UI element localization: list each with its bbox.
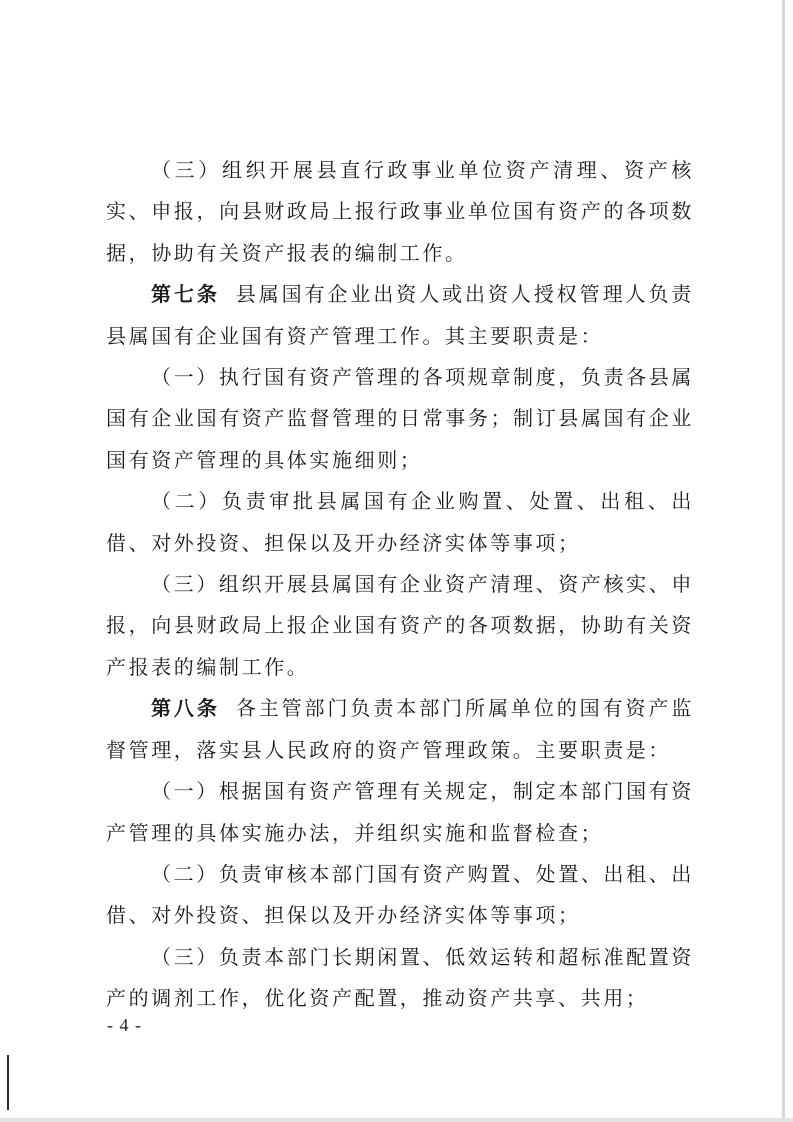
paragraph-8-1 — [106, 771, 694, 854]
paragraph-8-3 — [106, 937, 694, 1020]
page-number: - 4 - — [107, 1015, 142, 1035]
scan-edge-mark — [7, 1055, 9, 1110]
paragraph-6-3 — [106, 150, 694, 274]
scan-bottom-shadow — [0, 1118, 793, 1122]
article-heading: 第七条 — [151, 282, 220, 307]
paragraph-7-2 — [106, 481, 694, 564]
paragraph-text: （一）根据国有资产管理有关规定，制定本部门国有资产管理的具体实施办法，并组织实施和监督检查； — [106, 779, 694, 845]
paragraph-article-7 — [106, 274, 694, 357]
paragraph-7-1 — [106, 357, 694, 481]
paragraph-text: （一）执行国有资产管理的各项规章制度，负责各县属国有企业国有资产监督管理的日常事务；制订县属国有企业国有资产管理的具体实施细则； — [106, 365, 694, 472]
paragraph-text: （三）组织开展县属国有企业资产清理、资产核实、申报，向县财政局上报企业国有资产的各项数据，协助有关资产报表的编制工作。 — [106, 572, 694, 679]
article-heading: 第八条 — [151, 696, 220, 721]
paragraph-article-8 — [106, 688, 694, 771]
paragraph-7-3 — [106, 564, 694, 688]
paragraph-text: （二）负责审批县属国有企业购置、处置、出租、出借、对外投资、担保以及开办经济实体等事项； — [106, 489, 694, 555]
scan-edge-shadow — [782, 0, 785, 1122]
paragraph-text: 县属国有企业出资人或出资人授权管理人负责县属国有企业国有资产管理工作。其主要职责是： — [106, 282, 694, 348]
paragraph-text: （三）组织开展县直行政事业单位资产清理、资产核实、申报，向县财政局上报行政事业单位国有资产的各项数据，协助有关资产报表的编制工作。 — [106, 158, 694, 265]
paragraph-text: 各主管部门负责本部门所属单位的国有资产监督管理，落实县人民政府的资产管理政策。主要职责是： — [106, 696, 694, 762]
body-text — [106, 150, 694, 1020]
paragraph-8-2 — [106, 854, 694, 937]
paragraph-text: （二）负责审核本部门国有资产购置、处置、出租、出借、对外投资、担保以及开办经济实体等事项； — [106, 861, 694, 928]
paragraph-text: （三）负责本部门长期闲置、低效运转和超标准配置资产的调剂工作，优化资产配置，推动资产共享、共用； — [106, 944, 694, 1011]
